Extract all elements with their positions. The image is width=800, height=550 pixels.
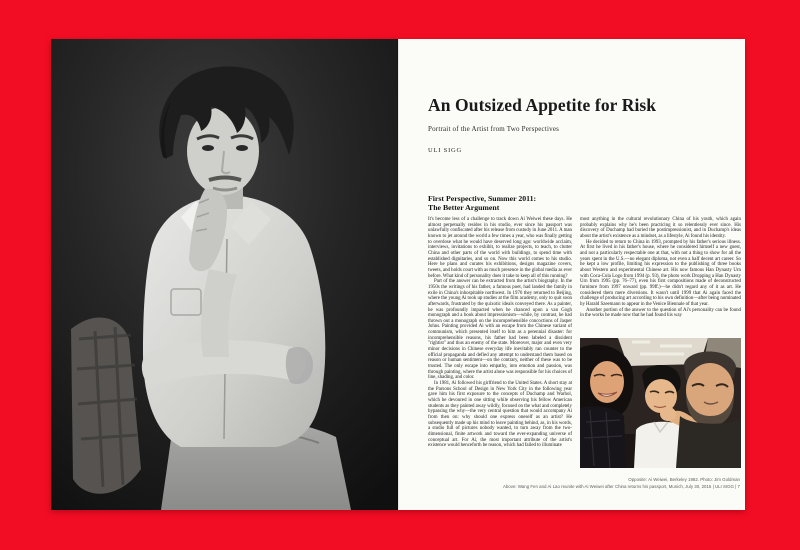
section-heading (428, 194, 628, 212)
family-photo-illustration (580, 338, 741, 468)
left-page-portrait-photo (51, 39, 398, 510)
body-column-right (580, 217, 741, 319)
paragraph: Part of the answer can be extracted from the artist's biography. In the 1950s the writings of his father, a famous poet, had landed the family in exile in China's inhospitable northwest. In 1976 they returned to Beijing, where the young Ai took up studies at the film academy, only to quit soon afterwards, frustrated by the quixotic ideals conveyed there. As a painter, he was profoundly impacted when he chanced upon a van Gogh monograph and a book about impressionism—while, by contrast, he had thrown out a monograph on the incomprehensible concoctions of Jasper Johns. Painting provided Ai with an escape from the Chinese variant of communism, which presented itself to him as a perennial disaster: for incomprehensible reasons, his father had been labeled a dissident "rightist" and thus an enemy of the state. Moreover, major and even very minor decisions in Chinese everyday life inevitably ran counter to the official propaganda and defied any attempt to understand them based on reason or human sentiment—on the contrary, neither of these was to be trusted. The only escape into empathy, into emotion and passion, was through painting, where the artist alone was responsible for his choices of line, shading, and color. (428, 279, 572, 381)
caption-line2: Above: Wang Fen and Ai Lao reunite with Ai Weiwei after China returns his passport, Munich, July 30, 2015 | ULI SIGG | 7 (502, 483, 740, 489)
portrait-photo-illustration (51, 39, 398, 510)
section-heading-line1: First Perspective, Summer 2011: (428, 194, 537, 203)
book-spread (51, 39, 745, 510)
man-shoulder (676, 416, 741, 468)
caption-line1: Opposite: Ai Weiwei, Berkeley 1982. Photo: Jim Goldman (628, 477, 740, 482)
right-eye (236, 145, 248, 151)
paragraph: most anything in the cultural revolutionary China of his youth, which again probably explains why he's been practicing it so relentlessly ever since. His discovery of Duchamp had buried the postimpressionist, and in Duchamp's ideas about the artist's existence as a mindset, as a lifestyle, Ai found his identity. (580, 217, 741, 239)
right-page-article (398, 39, 745, 510)
title-block (428, 95, 728, 154)
photo-caption (460, 477, 740, 490)
boy-fist (660, 407, 676, 421)
family-photo (580, 338, 741, 468)
body-column-left (428, 217, 572, 449)
page-spine-divider (397, 39, 399, 510)
section-heading-line2: The Better Argument (428, 203, 500, 212)
article-author: ULI SIGG (428, 147, 463, 154)
article-subtitle: Portrait of the Artist from Two Perspectives (428, 125, 560, 133)
paragraph: In 1981, Ai followed his girlfriend to the United States. A short stay at the Parsons School of Design in New York City in the following year gave him his first exposure to the concepts of Duchamp and Warhol, which he devoured in one sitting while observing his fellow American students as they painted away wildly, focused on the what and completely bypassing the why—the very central question that would accompany Ai from then on: why should one express oneself as an artist? He subsequently made up his mind to leave painting behind, as, in his words, a studio full of pictures nobody wanted, to turn away from the two-dimensional, finite artwork and toward the ever-expanding universe of conceptual art. For Ai, the most important attribute of the artist's existence would henceforth be reason, which had failed to illuminate (428, 381, 572, 449)
paragraph: Another portion of the answer to the question of Ai's personality can be found in the works he made now that he had found his way (580, 307, 741, 319)
paragraph: He decided to return to China in 1993, prompted by his father's serious illness. At first he lived in his father's house, where he considered himself a new guest, and not a particularly respectable one at that, with not a thing to show for all the years spent in the U.S.—no elegant diploma, not even a half decent art career. So he kept a low profile, limiting his expression to the publishing of three books about Western and experimental Chinese art. His now famous Han Dynasty Urn with Coca-Cola Logo from 1994 (p. 93), the photo work Dropping a Han Dynasty Urn from 1995 (pp. 76–77), even his first compositions made of deconstructed furniture from 1997 onward (pp. 99ff.)—he didn't regard any of it as art. He considered them mere diversions. It wasn't until 1999 that Ai again faced the challenge of producing art according to his own definition—after being nominated by Harald Szeemann to appear in the Venice Biennale of that year. (580, 239, 741, 307)
shirt (143, 195, 325, 447)
article-title: An Outsized Appetite for Risk (428, 95, 657, 115)
left-eye (202, 145, 214, 151)
paragraph: It's become less of a challenge to track down Ai Weiwei these days. He almost perpetually resides in his studio, ever since his passport was unlawfully confiscated after his release from custody in June 2011. A man known to jet around the world a few times a year, who was finally getting to overdose what he would have deserved long ago: worldwide acclaim, interviews, invitations to exhibit, to realize projects, to teach, to clutter China and other parts of the world with buildings, to spend time with established dignitaries, and so on. Now this world comes to his studio. Here he plans and curates his exhibitions, designs magazine covers, tweets, and holds court with as much presence in the global media as ever before. What kind of personality does it take to keep all of this running? (428, 217, 572, 279)
